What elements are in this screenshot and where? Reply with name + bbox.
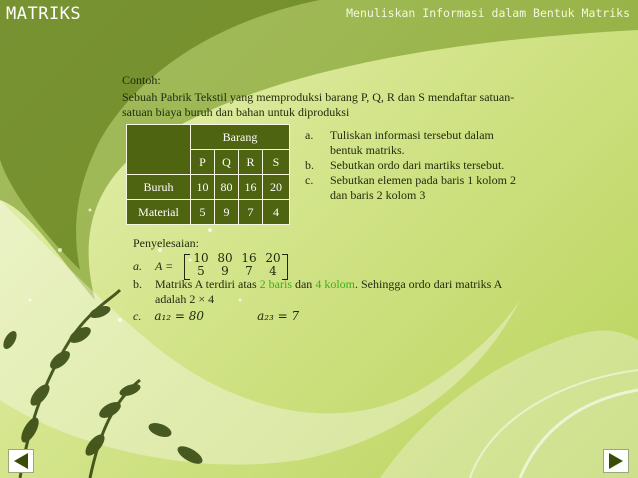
matrix-a bbox=[184, 253, 288, 279]
table-cell: 9 bbox=[215, 200, 239, 225]
table-column-header: Q bbox=[215, 150, 239, 175]
table-cell: 4 bbox=[263, 200, 290, 225]
list-item bbox=[305, 158, 520, 173]
solution-title: Penyelesaian: bbox=[133, 236, 199, 250]
matrix-cell: 7 bbox=[245, 264, 253, 278]
matrix-cell: 16 bbox=[241, 251, 257, 265]
text-segment: Matriks A terdiri atas bbox=[155, 277, 260, 291]
list-marker: c. bbox=[305, 173, 314, 187]
slide-title: MATRIKS bbox=[6, 4, 82, 24]
matrix-lhs: A = bbox=[155, 259, 174, 273]
solution-b bbox=[133, 277, 513, 307]
table-group-header: Barang bbox=[191, 125, 290, 150]
list-item bbox=[305, 173, 520, 203]
solution-c bbox=[133, 309, 299, 324]
cols-highlight: 4 kolom bbox=[315, 277, 355, 291]
text-segment: dan bbox=[291, 277, 316, 291]
table-cell: 20 bbox=[263, 175, 290, 200]
table-row bbox=[127, 175, 290, 200]
prev-slide-button[interactable] bbox=[8, 449, 34, 473]
table-corner-cell bbox=[127, 125, 191, 175]
list-marker: a. bbox=[305, 128, 314, 142]
list-item bbox=[305, 128, 520, 158]
solution-marker: b. bbox=[133, 277, 142, 291]
problem-statement: Sebuah Pabrik Tekstil yang memproduksi barang P, Q, R dan S mendaftar satuan-satuan biaya buruh dan bahan untuk diproduksi bbox=[122, 90, 515, 119]
matrix-cell: 20 bbox=[265, 251, 281, 265]
matrix-cell: 4 bbox=[269, 264, 277, 278]
matrix-cell: 9 bbox=[221, 264, 229, 278]
table-column-header: S bbox=[263, 150, 290, 175]
solution-b-text bbox=[155, 277, 513, 307]
slide-subtitle: Menuliskan Informasi dalam Bentuk Matriks bbox=[346, 6, 630, 20]
table-cell: 16 bbox=[239, 175, 263, 200]
element-a23: a₂₃ = 7 bbox=[257, 309, 300, 323]
table-row-header: Buruh bbox=[127, 175, 191, 200]
cost-table bbox=[126, 124, 290, 225]
table-cell: 80 bbox=[215, 175, 239, 200]
question-text: Tuliskan informasi tersebut dalam bentuk matriks. bbox=[330, 128, 494, 157]
matrix-cell: 5 bbox=[197, 264, 205, 278]
question-text: Sebutkan ordo dari martiks tersebut. bbox=[330, 158, 505, 172]
table-cell: 5 bbox=[191, 200, 215, 225]
solution-marker: c. bbox=[133, 309, 142, 323]
list-marker: b. bbox=[305, 158, 314, 172]
table-row-header: Material bbox=[127, 200, 191, 225]
table-column-header: R bbox=[239, 150, 263, 175]
table-row bbox=[127, 125, 290, 150]
table-cell: 10 bbox=[191, 175, 215, 200]
example-label: Contoh: bbox=[122, 73, 161, 87]
table-column-header: P bbox=[191, 150, 215, 175]
triangle-left-icon bbox=[9, 450, 33, 472]
matrix-cell: 10 bbox=[193, 251, 209, 265]
text-segment: . Sehingga ordo dari matriks A adalah 2 × 4 bbox=[155, 277, 502, 306]
table-cell: 7 bbox=[239, 200, 263, 225]
element-a12: a₁₂ = 80 bbox=[154, 309, 205, 323]
matrix-cell: 80 bbox=[217, 251, 233, 265]
question-text: Sebutkan elemen pada baris 1 kolom 2 dan baris 2 kolom 3 bbox=[330, 173, 516, 202]
next-slide-button[interactable] bbox=[603, 449, 629, 473]
solution-marker: a. bbox=[133, 259, 142, 273]
rows-highlight: 2 baris bbox=[259, 277, 292, 291]
question-list bbox=[305, 128, 520, 203]
table-row bbox=[127, 200, 290, 225]
triangle-right-icon bbox=[604, 450, 628, 472]
